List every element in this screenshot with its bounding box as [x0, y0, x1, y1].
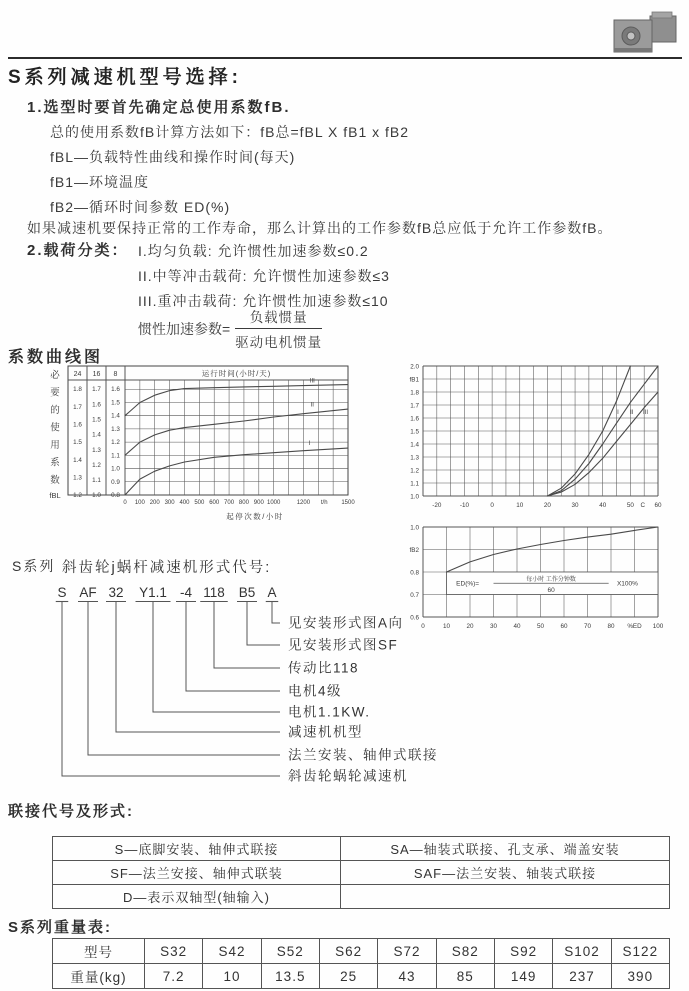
model-code-meaning: 见安装形式图A向: [288, 615, 404, 631]
table-cell: 7.2: [145, 964, 203, 989]
table-cell: 型号: [53, 939, 145, 964]
svg-text:1.2: 1.2: [410, 467, 419, 475]
svg-text:%ED: %ED: [627, 623, 642, 630]
svg-text:1.3: 1.3: [92, 446, 101, 454]
page-title: S系列减速机型号选择:: [8, 67, 243, 88]
svg-text:1.5: 1.5: [410, 428, 419, 436]
fb1-chart: [393, 358, 685, 512]
table-row: [53, 964, 670, 989]
svg-text:0: 0: [421, 623, 425, 630]
svg-text:20: 20: [466, 623, 474, 630]
svg-text:II: II: [630, 410, 634, 417]
model-code-title: 斜齿轮j蜗杆减速机形式代号:: [62, 560, 272, 576]
svg-text:0.8: 0.8: [410, 569, 419, 577]
model-code-meaning: 电机1.1KW.: [288, 704, 371, 720]
svg-text:60: 60: [547, 586, 555, 594]
svg-text:16: 16: [92, 371, 101, 378]
weight-table: [52, 938, 670, 989]
table-cell: S32: [145, 939, 203, 964]
svg-text:III: III: [309, 378, 315, 385]
model-code-meaning: 电机4级: [288, 683, 343, 699]
svg-text:1.5: 1.5: [111, 399, 120, 407]
svg-text:系: 系: [50, 457, 60, 469]
table-row: [53, 861, 670, 885]
svg-text:X100%: X100%: [616, 580, 638, 588]
svg-text:1.1: 1.1: [111, 452, 120, 460]
svg-text:AF: AF: [79, 585, 97, 600]
svg-text:70: 70: [583, 623, 592, 630]
table-cell: 85: [436, 964, 494, 989]
svg-text:2.0: 2.0: [410, 363, 419, 371]
svg-text:1.6: 1.6: [111, 386, 120, 394]
svg-text:0.7: 0.7: [410, 591, 419, 599]
svg-text:8: 8: [113, 371, 118, 378]
model-code-meaning: 传动比118: [288, 660, 360, 676]
svg-text:1.4: 1.4: [410, 441, 419, 449]
table-cell: 13.5: [261, 964, 319, 989]
header-rule: [8, 57, 682, 59]
table-cell: S—底脚安装、轴伸式联接: [53, 837, 341, 861]
weights-heading: S系列重量表:: [8, 919, 113, 936]
svg-text:0: 0: [123, 500, 127, 506]
formula-lhs: 惯性加速参数=: [138, 320, 231, 337]
svg-text:50: 50: [626, 502, 634, 509]
svg-text:0.9: 0.9: [111, 478, 120, 486]
model-code-meaning: 法兰安装、轴伸式联接: [288, 747, 438, 763]
svg-text:fB1: fB1: [409, 376, 419, 384]
svg-text:1.3: 1.3: [73, 474, 82, 482]
svg-text:1.8: 1.8: [73, 386, 82, 394]
svg-text:t/h: t/h: [320, 500, 328, 506]
formula-fraction: [235, 306, 322, 351]
load-class-item: II.中等冲击载荷: 允许惯性加速参数≤3: [138, 268, 390, 284]
svg-text:1.2: 1.2: [92, 461, 101, 469]
table-cell: SA—轴装式联接、孔支承、端盖安装: [341, 837, 670, 861]
section1-note: 如果减速机要保持正常的工作寿命，那么计算出的工作参数fB总应低于允许工作参数fB。: [27, 220, 613, 236]
model-code-meaning: 斜齿轮蜗轮减速机: [288, 768, 408, 784]
svg-text:1.6: 1.6: [73, 421, 82, 429]
table-cell: 10: [203, 964, 261, 989]
svg-text:100: 100: [652, 623, 664, 630]
svg-text:运行时间(小时/天): 运行时间(小时/天): [201, 369, 272, 378]
svg-text:C: C: [640, 502, 646, 509]
svg-text:Y1.1: Y1.1: [139, 585, 167, 600]
svg-text:1000: 1000: [266, 500, 281, 506]
svg-text:-10: -10: [459, 502, 470, 509]
section2-heading: 2.载荷分类：: [27, 242, 129, 259]
svg-text:必: 必: [50, 370, 60, 381]
table-cell: 237: [553, 964, 611, 989]
svg-text:30: 30: [571, 502, 579, 509]
svg-text:用: 用: [50, 440, 60, 451]
svg-text:30: 30: [489, 623, 498, 630]
svg-text:50: 50: [536, 623, 545, 630]
svg-text:200: 200: [149, 500, 160, 506]
svg-text:1.4: 1.4: [111, 412, 120, 420]
svg-text:118: 118: [203, 585, 225, 600]
svg-text:1200: 1200: [296, 500, 311, 506]
table-cell: D—表示双轴型(轴输入): [53, 885, 341, 909]
model-code-meaning: 见安装形式图SF: [288, 637, 399, 653]
table-cell: 390: [611, 964, 669, 989]
fbl-chart: [45, 364, 355, 524]
section1-heading: 1.选型时要首先确定总使用系数fB.: [27, 99, 291, 116]
svg-text:1.6: 1.6: [92, 401, 101, 409]
table-cell: 149: [494, 964, 552, 989]
svg-text:1.7: 1.7: [73, 403, 82, 411]
table-cell: 25: [319, 964, 377, 989]
svg-text:fBL: fBL: [49, 491, 61, 500]
section1-line: fBL—负载特性曲线和操作时间(每天): [50, 149, 296, 165]
svg-text:80: 80: [607, 623, 615, 630]
load-class-item: I.均匀负载: 允许惯性加速参数≤0.2: [138, 243, 369, 259]
svg-text:1.2: 1.2: [73, 492, 82, 500]
svg-text:0.8: 0.8: [111, 492, 120, 500]
svg-text:40: 40: [513, 623, 521, 630]
section1-line: fB2—循环时间参数 ED(%): [50, 199, 231, 215]
svg-text:1.5: 1.5: [92, 416, 101, 424]
svg-text:1.7: 1.7: [410, 402, 419, 410]
svg-text:1.0: 1.0: [92, 492, 101, 500]
svg-text:1.4: 1.4: [73, 456, 82, 464]
svg-text:起停次数/小时: 起停次数/小时: [226, 512, 284, 521]
svg-text:B5: B5: [238, 585, 256, 600]
svg-text:900: 900: [253, 500, 264, 506]
svg-text:I: I: [308, 440, 311, 447]
table-cell: S82: [436, 939, 494, 964]
table-cell: S52: [261, 939, 319, 964]
model-code-meaning: 减速机机型: [288, 724, 363, 740]
table-row: [53, 837, 670, 861]
svg-text:fB2: fB2: [409, 546, 419, 554]
svg-text:1.3: 1.3: [111, 425, 120, 433]
svg-text:-20: -20: [432, 502, 442, 509]
model-series-label: S系列: [12, 558, 56, 574]
svg-text:1.8: 1.8: [410, 389, 419, 397]
table-cell: S92: [494, 939, 552, 964]
table-cell: [341, 885, 670, 909]
table-cell: S72: [378, 939, 436, 964]
svg-text:1.4: 1.4: [92, 431, 101, 439]
svg-text:1.1: 1.1: [410, 480, 419, 488]
section1-line: fB1—环境温度: [50, 174, 150, 190]
svg-text:600: 600: [209, 500, 220, 506]
svg-text:1.1: 1.1: [92, 477, 101, 485]
svg-text:每小时 工作分钟数: 每小时 工作分钟数: [526, 576, 576, 583]
table-cell: S102: [553, 939, 611, 964]
svg-text:0.6: 0.6: [410, 614, 419, 622]
table-cell: SAF—法兰安装、轴装式联接: [341, 861, 670, 885]
svg-text:I: I: [617, 410, 619, 417]
svg-text:-4: -4: [179, 585, 193, 600]
table-row: [53, 885, 670, 909]
svg-text:32: 32: [108, 585, 124, 600]
svg-text:10: 10: [442, 623, 451, 630]
svg-text:1.6: 1.6: [410, 415, 419, 423]
svg-text:的: 的: [50, 405, 60, 416]
svg-text:数: 数: [50, 475, 60, 486]
svg-text:20: 20: [543, 502, 551, 509]
table-cell: 重量(kg): [53, 964, 145, 989]
formula-denominator: 驱动电机惯量: [235, 335, 323, 350]
svg-text:ED(%)=: ED(%)=: [456, 580, 480, 588]
svg-text:500: 500: [194, 500, 205, 506]
svg-text:1.0: 1.0: [410, 493, 419, 501]
table-cell: S42: [203, 939, 261, 964]
table-cell: SF—法兰安接、轴伸式联装: [53, 861, 341, 885]
svg-text:II: II: [310, 402, 314, 409]
svg-text:A: A: [267, 585, 277, 600]
svg-text:100: 100: [134, 500, 145, 506]
svg-text:1.7: 1.7: [92, 386, 101, 394]
svg-text:60: 60: [654, 502, 662, 509]
model-code-diagram: [10, 575, 682, 791]
table-cell: 43: [378, 964, 436, 989]
charts-heading: 系数曲线图: [8, 349, 104, 366]
svg-text:300: 300: [164, 500, 175, 506]
svg-text:1.2: 1.2: [111, 439, 120, 447]
svg-text:S: S: [57, 585, 67, 600]
svg-text:1500: 1500: [341, 500, 355, 506]
svg-text:要: 要: [50, 387, 60, 399]
svg-text:1.3: 1.3: [410, 454, 419, 462]
svg-text:800: 800: [238, 500, 249, 506]
svg-text:60: 60: [560, 623, 568, 630]
section1-line: 总的使用系数fB计算方法如下：fB总=fBL X fB1 x fB2: [50, 124, 410, 140]
svg-text:1.5: 1.5: [73, 439, 82, 447]
svg-text:III: III: [643, 410, 649, 417]
gearmotor-photo: [606, 10, 682, 58]
svg-text:1.0: 1.0: [410, 524, 419, 532]
connection-heading: 联接代号及形式:: [8, 803, 134, 820]
inertia-formula: [138, 306, 322, 351]
connection-table: [52, 836, 670, 909]
svg-text:400: 400: [179, 500, 190, 506]
svg-text:10: 10: [516, 502, 524, 509]
formula-numerator: 负载惯量: [235, 306, 322, 329]
svg-text:1.0: 1.0: [111, 465, 120, 473]
table-row: [53, 939, 670, 964]
svg-text:0: 0: [490, 502, 494, 509]
load-class-item: III.重冲击载荷: 允许惯性加速参数≤10: [138, 293, 389, 309]
table-cell: S62: [319, 939, 377, 964]
table-cell: S122: [611, 939, 669, 964]
svg-text:40: 40: [599, 502, 607, 509]
svg-text:使: 使: [50, 422, 60, 434]
svg-text:700: 700: [224, 500, 235, 506]
svg-text:24: 24: [73, 371, 82, 378]
